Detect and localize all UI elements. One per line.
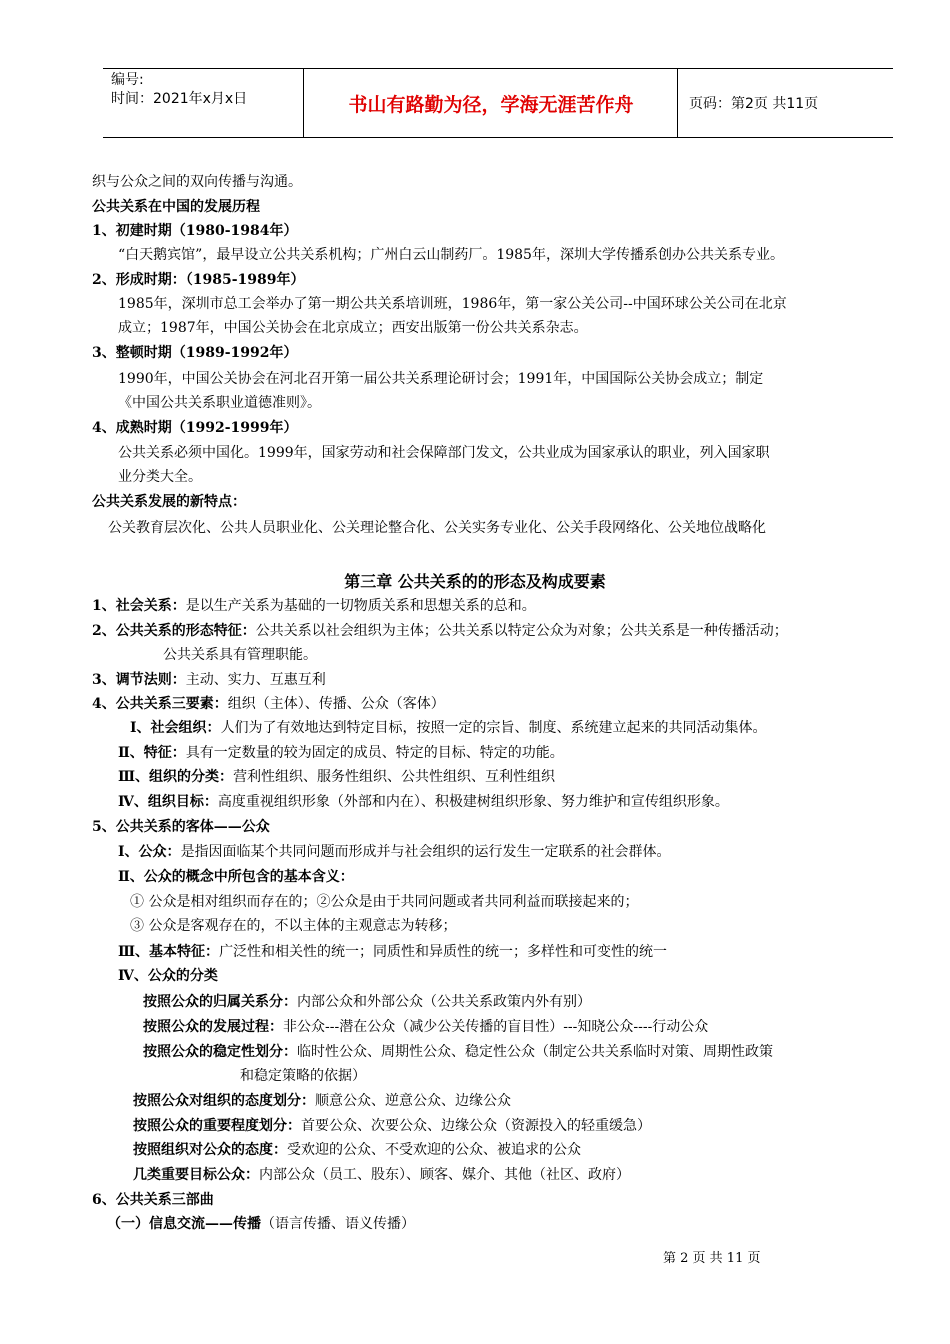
line-heading: 2、公共关系的形态特征： [92,623,256,639]
line-text: 广泛性和相关性的统一；同质性和异质性的统一；多样性和可变性的统一 [219,944,668,960]
text-line [92,343,297,363]
text-line [118,294,787,314]
text-line [92,596,536,616]
line-text: 内部公众和外部公众（公共关系政策内外有别） [297,994,591,1010]
line-heading: 几类重要目标公众： [133,1167,259,1183]
text-line [133,1165,630,1185]
line-text: 《中国公共关系职业道德准则》。 [118,395,321,411]
text-line [118,792,729,812]
line-text: 人们为了有效地达到特定目标，按照一定的宗旨、制度、系统建立起来的共同活动集体。 [220,720,767,736]
line-text: 公共关系必须中国化。1999年，国家劳动和社会保障部门发文，公共业成为国家承认的职业，列入国家职 [118,445,770,461]
line-text: 织与公众之间的双向传播与沟通。 [92,174,302,190]
page-header [103,68,893,138]
date-label: 时间：2021年x月x日 [111,91,248,107]
line-heading: （一）信息交流——传播 [107,1216,261,1232]
header-left [111,71,247,109]
text-line [143,1042,773,1062]
text-line [92,197,260,217]
line-heading: Ⅳ、组织目标： [118,794,218,810]
text-line [108,518,766,538]
motto: 书山有路勤为径，学海无涯苦作舟 [348,93,634,116]
text-line [107,1214,415,1234]
line-text: 具有一定数量的较为固定的成员、特定的目标、特定的功能。 [185,745,564,761]
text-line [92,418,297,438]
line-text: ③ 公众是客观存在的，不以主体的主观意志为转移； [130,918,457,934]
line-text: 主动、实力、互惠互利 [185,672,326,688]
text-line [118,443,770,463]
text-line [118,942,667,962]
line-text: 首要公众、次要公众、边缘公众（资源投入的轻重缓急） [301,1118,651,1134]
line-text: （语言传播、语义传播） [261,1216,415,1232]
text-line [143,1017,708,1037]
text-line [92,492,246,512]
text-line [143,992,591,1012]
line-heading: Ⅱ、特征： [118,745,186,761]
text-line [133,1116,651,1136]
line-heading: 公共关系在中国的发展历程 [92,199,260,215]
line-text: 公共关系以社会组织为主体；公共关系以特定公众为对象；公共关系是一种传播活动； [255,623,788,639]
line-heading: Ⅱ、公众的概念中所包含的基本含义： [118,869,354,885]
line-heading: 按照公众对组织的态度划分： [133,1093,315,1109]
header-divider [677,69,678,137]
line-text: 非公众---潜在公众（减少公关传播的盲目性）---知晓公众----行动公众 [283,1019,709,1035]
text-line [163,645,317,665]
line-text: 组织（主体）、传播、公众（客体） [227,696,445,712]
line-heading: 2、形成时期：（1985-1989年） [92,272,305,288]
line-text: ① 公众是相对组织而存在的；②公众是由于共同问题或者共同利益而联接起来的； [130,894,639,910]
line-text: 临时性公众、周期性公众、稳定性公众（制定公共关系临时对策、周期性政策 [297,1044,773,1060]
text-line [92,621,788,641]
text-line [92,817,270,837]
page-footer: 第 2 页 共 11 页 [663,1251,761,1266]
line-text: 公共关系具有管理职能。 [163,647,317,663]
line-text: 高度重视组织形象（外部和内在）、积极建树组织形象、努力维护和宣传组织形象。 [217,794,729,810]
line-heading: 5、公共关系的客体——公众 [92,819,270,835]
line-text: 顺意公众、逆意公众、边缘公众 [315,1093,511,1109]
text-line [118,393,321,413]
line-heading: 4、公共关系三要素： [92,696,228,712]
line-heading: 6、公共关系三部曲 [92,1192,214,1208]
text-line [118,318,588,338]
line-text: 业分类大全。 [118,469,202,485]
text-line [118,467,202,487]
line-heading: Ⅰ、公众： [118,844,181,860]
text-line [92,270,304,290]
line-text: “白天鹅宾馆”，最早设立公共关系机构；广州白云山制药厂。1985年，深圳大学传播系创办公共关系专业。 [118,247,784,263]
line-heading: 4、成熟时期（1992-1999年） [92,420,298,436]
text-line [92,694,445,714]
line-text: 和稳定策略的依据） [240,1068,366,1084]
line-heading: Ⅲ、基本特征： [118,944,220,960]
text-line [118,743,564,763]
line-heading: 按照组织对公众的态度： [133,1142,287,1158]
text-line [118,245,784,265]
line-heading: Ⅲ、组织的分类： [118,769,234,785]
line-heading: 按照公众的重要程度划分： [133,1118,301,1134]
line-text: 1990年，中国公关协会在河北召开第一届公共关系理论研讨会；1991年，中国国际公关协会成立；制定 [118,371,764,387]
line-heading: 3、调节法则： [92,672,186,688]
line-text: 受欢迎的公众、不受欢迎的公众、被追求的公众 [287,1142,581,1158]
text-line [240,1066,366,1086]
line-text: 成立；1987年，中国公关协会在北京成立；西安出版第一份公共关系杂志。 [118,320,588,336]
text-line [130,916,456,936]
line-text: 公关教育层次化、公共人员职业化、公关理论整合化、公关实务专业化、公关手段网络化、公关地位战略化 [108,520,766,536]
line-heading: 按照公众的稳定性划分： [143,1044,297,1060]
line-heading: 按照公众的发展过程： [143,1019,283,1035]
text-line [118,966,218,986]
text-line [118,867,354,887]
text-line [92,172,302,192]
text-line [133,1091,511,1111]
line-text: 是指因面临某个共同问题而形成并与社会组织的运行发生一定联系的社会群体。 [180,844,671,860]
line-heading: 按照公众的归属关系分： [143,994,297,1010]
page-info: 页码：第2页 共11页 [689,96,819,112]
text-line [130,892,638,912]
text-line [118,767,555,787]
line-text: 内部公众（员工、股东）、顾客、媒介、其他（社区、政府） [259,1167,630,1183]
line-heading: 公共关系发展的新特点： [92,494,246,510]
line-text: 是以生产关系为基础的一切物质关系和思想关系的总和。 [185,598,536,614]
number-label: 编号: [111,72,144,88]
line-heading: 3、整顿时期（1989-1992年） [92,345,298,361]
line-heading: Ⅳ、公众的分类 [118,968,218,984]
line-text: 营利性组织、服务性组织、公共性组织、互利性组织 [233,769,556,785]
text-line [118,842,671,862]
text-line [118,369,763,389]
line-heading: Ⅰ、社会组织： [130,720,221,736]
header-divider [303,69,304,137]
text-line [92,670,326,690]
line-heading: 1、初建时期（1980-1984年） [92,223,298,239]
text-line [92,1190,214,1210]
line-heading: 1、社会关系： [92,598,186,614]
chapter-title: 第三章 公共关系的的形态及构成要素 [344,572,606,591]
text-line [92,221,297,241]
line-text: 1985年，深圳市总工会举办了第一期公共关系培训班，1986年，第一家公关公司--中国环球公关公司在北京 [118,296,787,312]
text-line [133,1140,581,1160]
text-line [130,718,767,738]
